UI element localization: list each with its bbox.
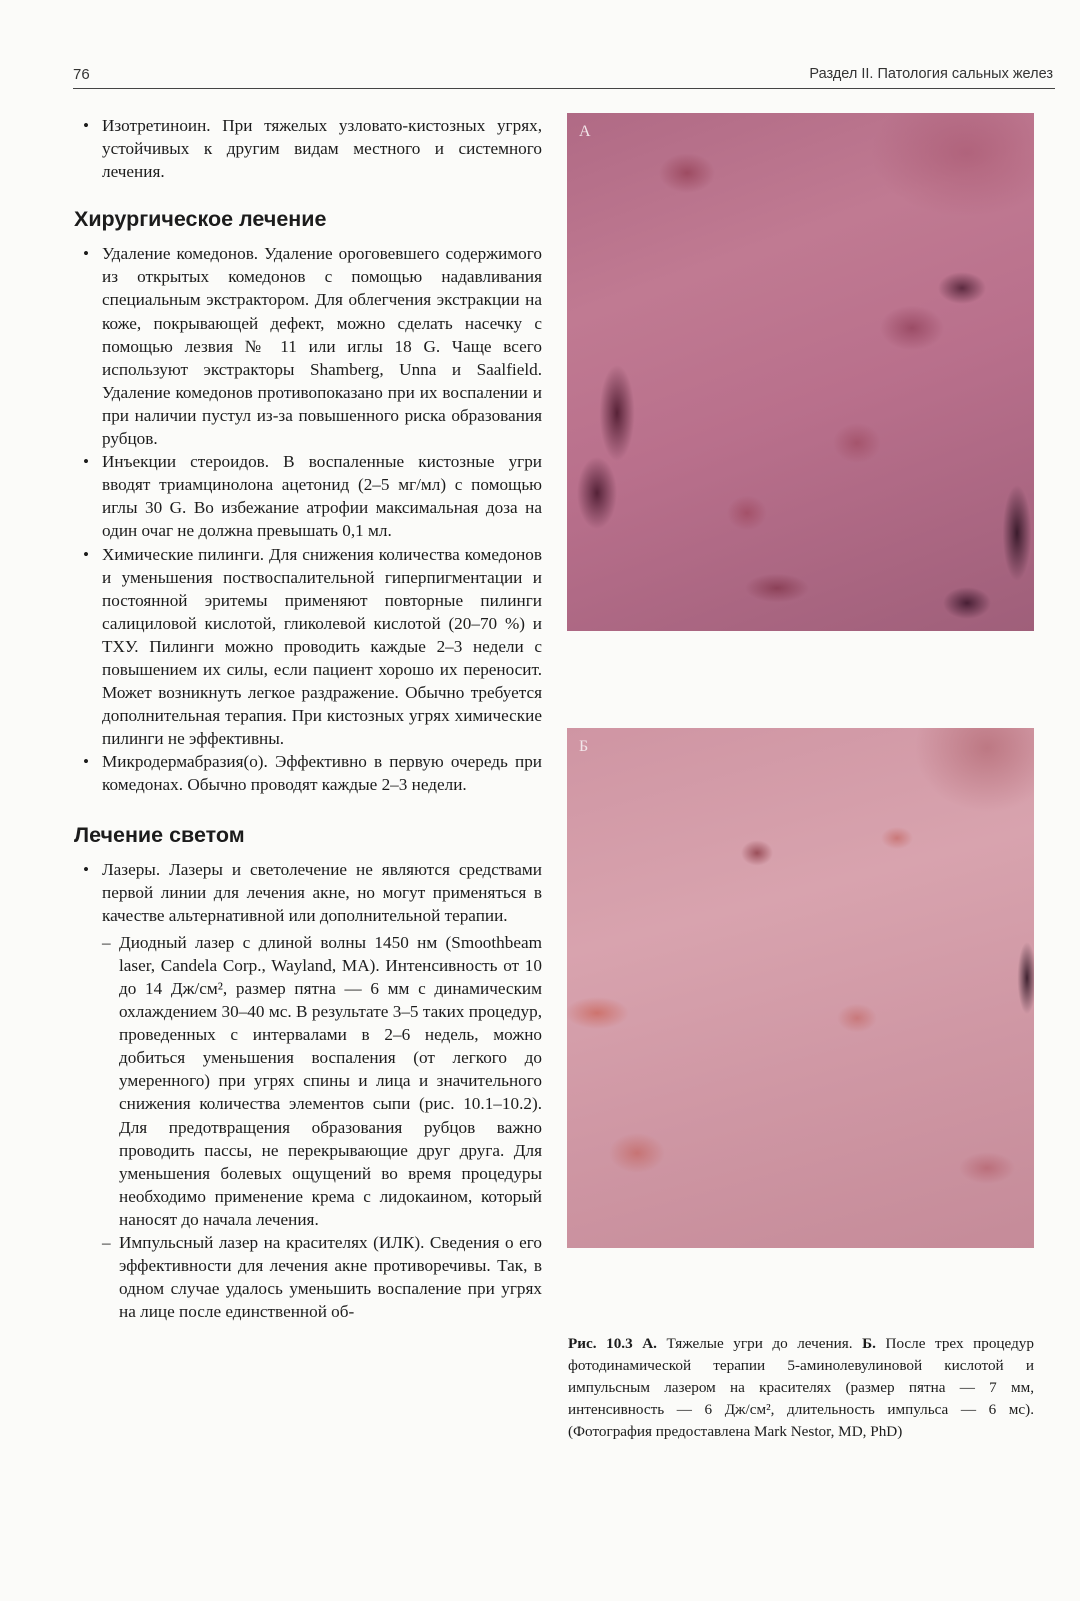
caption-figure-number: Рис. 10.3 А. [568,1335,657,1352]
figure-caption [568,1333,1034,1443]
sub-list-item: – Диодный лазер с длиной волны 1450 нм (Smoothbeam laser, Candela Corp., Wayland, MA). Интенсивность от 10 до 14 Дж/см², размер пятна — 6 мм с динамическим охлаждением 30–40 мс. В результате 3–5 таких процедур, проведенных с интервалами в 2–6 недель, можно добиться уменьшения воспаления (от легкого до умеренного) при угрях спины и лица и значительного снижения количества элементов сыпи (рис. 10.1–10.2). Для предотвращения образования рубцов важно проводить пассы, не перекрывающие друг друга. Для уменьшения болевых ощущений во время процедуры необходимо применение крема с лидокаином, который наносят до начала лечения. [102,931,542,1231]
text-column [74,114,542,1323]
caption-text-a: Тяжелые угри до лечения. [666,1335,853,1352]
light-list [74,858,542,1324]
intro-list [74,114,542,183]
list-item-text: Лазеры. Лазеры и светолечение не являются средствами первой линии для лечения акне, но могут применяться в качестве альтернативной или дополнительной терапии. [102,859,542,925]
photo-label-b: Б [579,738,589,755]
caption-text-b: После трех процедур фотодинамической терапии 5-аминолевулиновой кислотой и импульсным лазером на красителях (размер пятна — 7 мм, интенсивность — 6 Дж/см², длительность импульса — 6 мс). (Фотография предоставлена Mark Nestor, MD, PhD) [568,1335,1034,1440]
list-item: • Изотретиноин. При тяжелых узловато-кистозных угрях, устойчивых к другим видам местного и системного лечения. [74,114,542,183]
photo-label-a: А [579,123,591,140]
page-number: 76 [73,66,90,83]
list-item: • Химические пилинги. Для снижения количества комедонов и уменьшения поствоспалительной гиперпигментации и постоянной эритемы применяют повторные пилинги салициловой кислотой, гликолевой кислотой (20–70 %) и ТХУ. Пилинги можно проводить каждые 2–3 недели с повышением их силы, если пациент хорошо их переносит. Может возникнуть легкое раздражение. Обычно требуется дополнительная терапия. При кистозных угрях химические пилинги не эффективны. [74,543,542,751]
list-item: • Инъекции стероидов. В воспаленные кистозные угри вводят триамцинолона ацетонид (2–5 мг/мл) с помощью иглы 30 G. Во избежание атрофии максимальная доза на один очаг не должна превышать 0,1 мл. [74,450,542,542]
list-item [74,858,542,1324]
figure-photo-a [567,113,1034,631]
sub-list-item: – Импульсный лазер на красителях (ИЛК). Сведения о его эффективности для лечения акне противоречивы. Так, в одном случае удалось уменьшить воспаление при угрях на лице после единственной об- [102,1231,542,1323]
page-header [73,62,1055,89]
running-head: Раздел II. Патология сальных желез [809,66,1053,82]
surgical-list [74,242,542,796]
list-item: • Удаление комедонов. Удаление ороговевшего содержимого из открытых комедонов с помощью надавливания специальным экстрактором. Для облегчения экстракции на коже, покрывающей дефект, можно сделать насечку с помощью лезвия № 11 или иглы 18 G. Чаще всего используют экстракторы Shamberg, Unna и Saalfield. Удаление комедонов противопоказано при их воспалении и при наличии пустул из-за повышенного риска образования рубцов. [74,242,542,450]
section-heading-light: Лечение светом [74,822,245,847]
caption-label-b: Б. [862,1335,876,1352]
sub-list [102,931,542,1324]
list-item: • Микродермабразия(о). Эффективно в первую очередь при комедонах. Обычно проводят каждые 2–3 недели. [74,750,542,796]
section-heading-surgical: Хирургическое лечение [74,207,327,232]
figure-photo-b [567,728,1034,1248]
